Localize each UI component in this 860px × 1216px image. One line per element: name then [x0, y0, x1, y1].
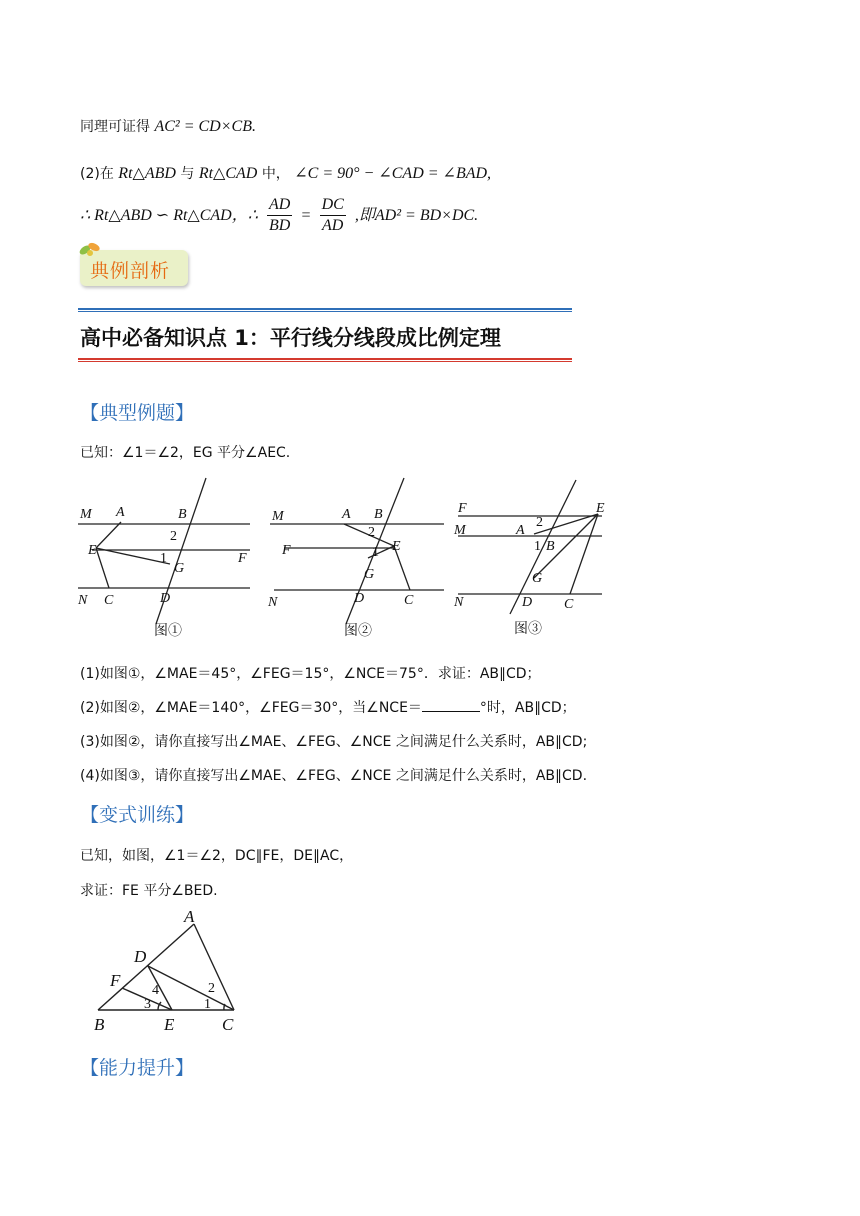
- variant-given: 已知，如图，∠1＝∠2，DC∥FE，DE∥AC，: [80, 848, 354, 864]
- label-2: 2: [208, 981, 215, 996]
- fig1-label-F: F: [238, 551, 247, 566]
- heading-top-rule: [78, 308, 572, 312]
- fig1-label-A: A: [116, 505, 125, 520]
- fig2-label-1: 1: [372, 545, 379, 560]
- fig3-label-M: M: [454, 523, 466, 538]
- fig1-label-D: D: [160, 591, 171, 606]
- variant-prove: 求证：FE 平分∠BED.: [80, 883, 218, 899]
- fig2-label-G: G: [364, 567, 375, 582]
- proof-text: (2)在: [80, 166, 114, 182]
- example-given: 已知：∠1＝∠2，EG 平分∠AEC.: [80, 445, 291, 461]
- fig3-label-1: 1: [534, 539, 541, 554]
- fig1-label-B: B: [178, 507, 187, 522]
- fig3-label-E: E: [596, 501, 605, 516]
- fraction-numerator: DC: [320, 195, 346, 216]
- fig1-label-G: G: [174, 561, 185, 576]
- angle-3-arc: [158, 1002, 161, 1010]
- fig2-label-M: M: [272, 509, 284, 524]
- fig1-segment-ec: [96, 548, 109, 588]
- fraction-denominator: AD: [322, 217, 344, 234]
- fig2-label-A: A: [342, 507, 351, 522]
- fig3-segment-ec: [570, 514, 598, 594]
- knowledge-point-heading: 高中必备知识点 1：平行线分线段成比例定理: [80, 326, 501, 350]
- proof-math: Rt△ABD: [118, 165, 176, 182]
- fig3-label-C: C: [564, 597, 574, 612]
- fig1-label-M: M: [80, 507, 92, 522]
- proof-line-2: [80, 163, 491, 183]
- section-variant-training: 【变式训练】: [80, 804, 195, 826]
- question-2-tail: °时，AB∥CD；: [479, 700, 576, 716]
- fraction-denominator: BD: [269, 217, 291, 234]
- angle-1-arc: [224, 1004, 225, 1010]
- fig3-caption: 图③: [514, 622, 542, 637]
- label-E: E: [164, 1015, 175, 1034]
- question-4: (4)如图③，请你直接写出∠MAE、∠FEG、∠NCE 之间满足什么关系时，AB∥CD.: [80, 768, 588, 784]
- fraction-numerator: AD: [267, 195, 292, 216]
- equals-sign: =: [301, 207, 311, 224]
- label-B: B: [94, 1015, 105, 1034]
- label-C: C: [222, 1015, 234, 1034]
- fig1-label-E: E: [88, 543, 97, 558]
- example-figures: [74, 474, 614, 644]
- fraction-ad-bd: [267, 195, 292, 236]
- answer-blank[interactable]: [422, 699, 480, 712]
- fig3-label-F: F: [458, 501, 467, 516]
- fig2-label-N: N: [268, 595, 278, 610]
- proof-math: ,即AD² = BD×DC.: [354, 207, 479, 224]
- proof-text: 同理可证得: [80, 119, 150, 135]
- label-D: D: [134, 947, 147, 966]
- fig2-label-E: E: [392, 539, 401, 554]
- label-4: 4: [152, 983, 159, 998]
- proof-math: ∴ Rt△ABD ∽ Rt△CAD，∴: [80, 207, 258, 224]
- example-analysis-badge: [80, 250, 188, 286]
- badge-label: 典例剖析: [90, 260, 171, 282]
- heading-bottom-rule: [78, 358, 572, 362]
- fig3-label-B: B: [546, 539, 555, 554]
- label-A: A: [184, 907, 195, 926]
- fig1-segment-ae: [96, 522, 121, 548]
- fig3-label-G: G: [532, 571, 543, 586]
- label-3: 3: [144, 997, 151, 1012]
- fig2-label-2: 2: [368, 525, 375, 540]
- question-1: (1)如图①，∠MAE＝45°，∠FEG＝15°，∠NCE＝75°．求证：AB∥CD；: [80, 666, 541, 682]
- proof-text: 中，: [261, 166, 290, 182]
- fig2-label-F: F: [282, 543, 291, 558]
- proof-line-1: [80, 116, 256, 136]
- fig2-label-D: D: [354, 591, 365, 606]
- fig1-label-1: 1: [160, 551, 167, 566]
- fig1-label-N: N: [78, 593, 88, 608]
- fig1-label-2: 2: [170, 529, 177, 544]
- segment-ac: [194, 924, 234, 1010]
- fig3-label-2: 2: [536, 515, 543, 530]
- fig3-label-D: D: [522, 595, 533, 610]
- proof-line-3: [80, 195, 478, 236]
- question-2: [80, 697, 576, 717]
- question-2-text: (2)如图②，∠MAE＝140°，∠FEG＝30°，当∠NCE＝: [80, 700, 422, 716]
- segment-dc: [148, 966, 234, 1010]
- proof-math: ∠C = 90° − ∠CAD = ∠BAD,: [294, 165, 492, 182]
- section-ability-improvement: 【能力提升】: [80, 1057, 195, 1079]
- label-1: 1: [204, 997, 211, 1012]
- fraction-dc-ad: [320, 195, 346, 236]
- section-typical-example: 【典型例题】: [80, 402, 195, 424]
- proof-text: 与: [180, 166, 195, 182]
- proof-math: AC² = CD×CB.: [154, 118, 256, 135]
- question-3: (3)如图②，请你直接写出∠MAE、∠FEG、∠NCE 之间满足什么关系时，AB∥CD;: [80, 734, 588, 750]
- variant-triangle-figure: [88, 906, 248, 1036]
- fig1-label-C: C: [104, 593, 114, 608]
- label-F: F: [110, 971, 121, 990]
- fig3-label-N: N: [454, 595, 464, 610]
- fig2-label-B: B: [374, 507, 383, 522]
- fig3-label-A: A: [516, 523, 525, 538]
- proof-math: Rt△CAD: [198, 165, 258, 182]
- fig2-label-C: C: [404, 593, 414, 608]
- fig2-caption: 图②: [344, 624, 372, 639]
- fig1-caption: 图①: [154, 624, 182, 639]
